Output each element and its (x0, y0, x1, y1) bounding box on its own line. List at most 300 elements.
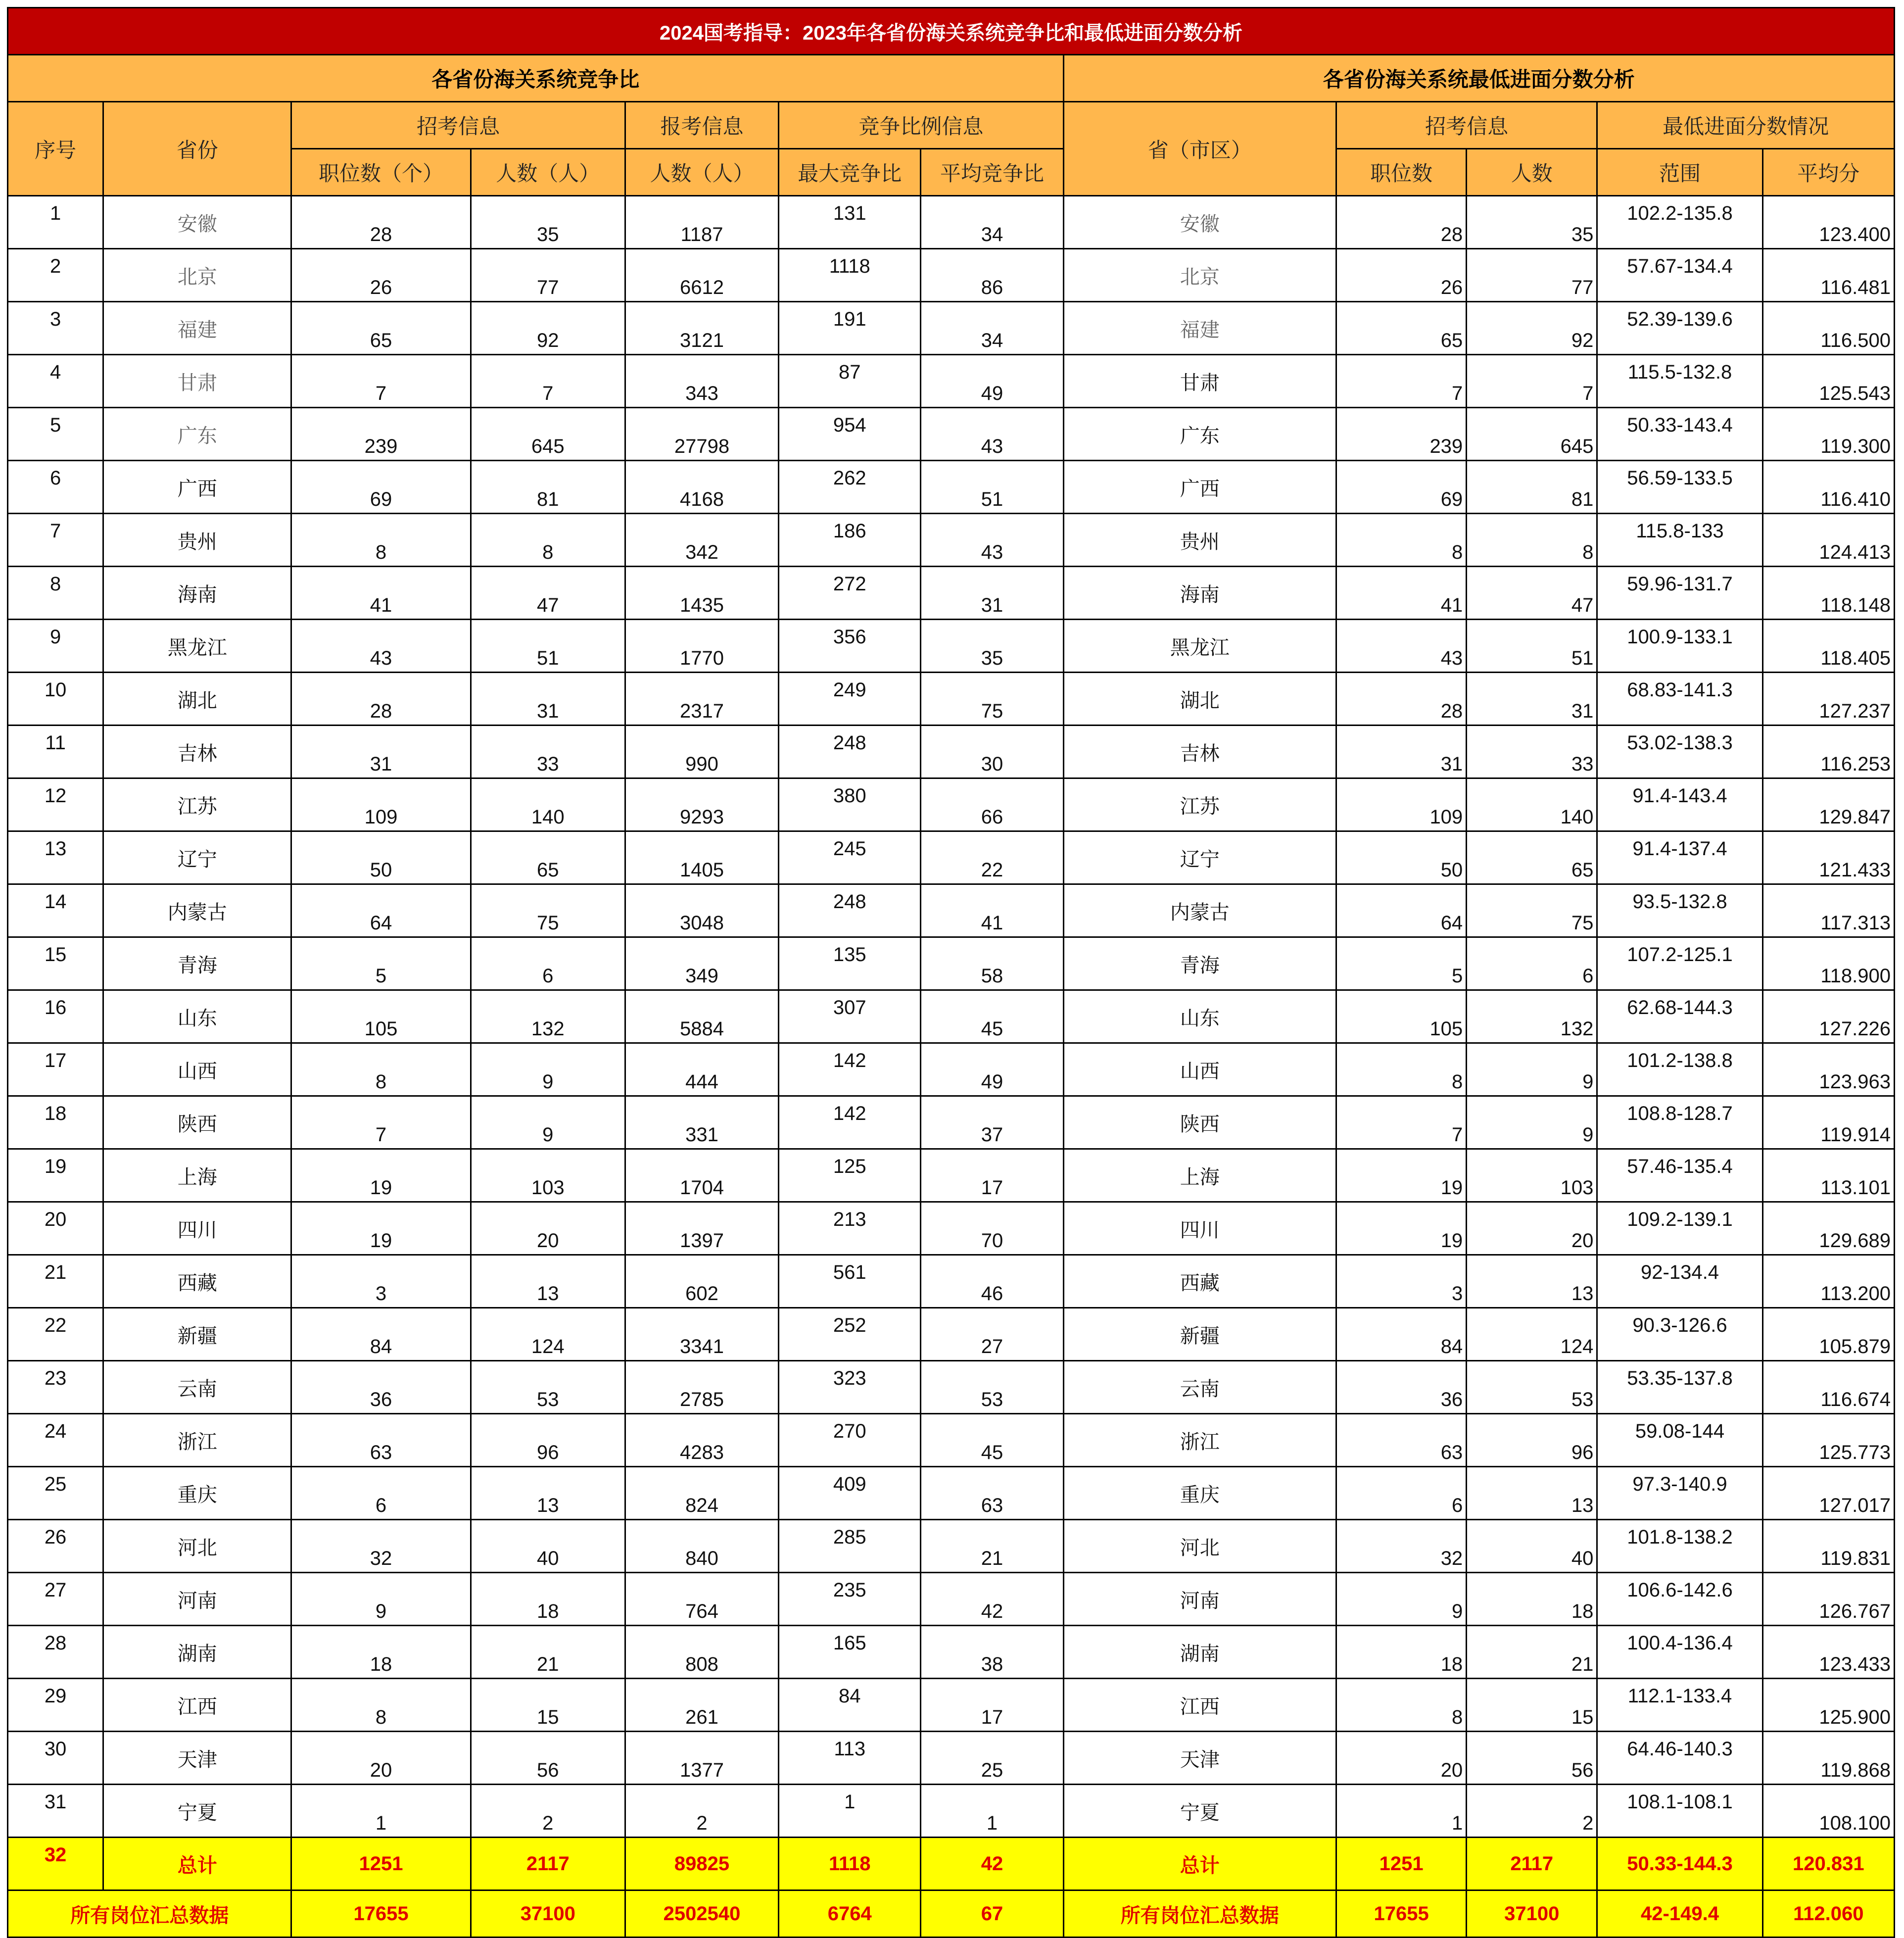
summary-people: 37100 (471, 1890, 625, 1938)
cell-range: 56.59-133.5 (1597, 461, 1762, 514)
cell-people: 103 (471, 1149, 625, 1202)
cell-r-positions: 65 (1336, 302, 1467, 355)
cell-avg-score: 125.773 (1762, 1414, 1894, 1467)
cell-apply: 2317 (625, 673, 778, 726)
cell-seq: 4 (8, 355, 103, 408)
table-row (8, 1202, 1895, 1255)
cell-apply: 27798 (625, 408, 778, 461)
cell-max-ratio: 307 (779, 990, 921, 1043)
cell-range: 93.5-132.8 (1597, 884, 1762, 937)
total-r-positions: 1251 (1336, 1838, 1467, 1890)
cell-province: 浙江 (103, 1414, 291, 1467)
cell-seq: 11 (8, 726, 103, 778)
cell-r-positions: 239 (1336, 408, 1467, 461)
cell-r-province: 河北 (1063, 1520, 1336, 1573)
cell-r-people: 51 (1467, 620, 1597, 673)
cell-avg-ratio: 31 (921, 567, 1063, 620)
cell-avg-ratio: 43 (921, 408, 1063, 461)
cell-avg-score: 119.831 (1762, 1520, 1894, 1573)
cell-r-positions: 9 (1336, 1573, 1467, 1626)
cell-province: 河南 (103, 1573, 291, 1626)
cell-seq: 18 (8, 1096, 103, 1149)
cell-positions: 7 (291, 1096, 471, 1149)
cell-max-ratio: 270 (779, 1414, 921, 1467)
cell-people: 75 (471, 884, 625, 937)
header-r-province: 省（市区） (1063, 102, 1336, 196)
cell-r-province: 天津 (1063, 1732, 1336, 1785)
total-r-label: 总计 (1063, 1838, 1336, 1890)
header-ratio-info: 竞争比例信息 (779, 102, 1063, 149)
cell-avg-ratio: 43 (921, 514, 1063, 567)
cell-positions: 28 (291, 196, 471, 249)
cell-r-positions: 3 (1336, 1255, 1467, 1308)
summary-max-ratio: 6764 (779, 1890, 921, 1938)
cell-province: 广西 (103, 461, 291, 514)
cell-avg-score: 117.313 (1762, 884, 1894, 937)
cell-avg-ratio: 17 (921, 1679, 1063, 1732)
cell-seq: 13 (8, 831, 103, 884)
cell-r-province: 西藏 (1063, 1255, 1336, 1308)
cell-r-province: 内蒙古 (1063, 884, 1336, 937)
cell-r-people: 92 (1467, 302, 1597, 355)
cell-province: 宁夏 (103, 1785, 291, 1838)
cell-range: 59.08-144 (1597, 1414, 1762, 1467)
cell-r-positions: 1 (1336, 1785, 1467, 1838)
header-r-people: 人数 (1467, 149, 1597, 196)
cell-apply: 4168 (625, 461, 778, 514)
cell-seq: 28 (8, 1626, 103, 1679)
cell-avg-ratio: 34 (921, 302, 1063, 355)
cell-seq: 29 (8, 1679, 103, 1732)
cell-avg-score: 113.101 (1762, 1149, 1894, 1202)
table-row (8, 884, 1895, 937)
cell-province: 云南 (103, 1361, 291, 1414)
cell-avg-score: 118.148 (1762, 567, 1894, 620)
cell-r-positions: 109 (1336, 778, 1467, 831)
cell-avg-ratio: 37 (921, 1096, 1063, 1149)
cell-r-province: 上海 (1063, 1149, 1336, 1202)
cell-r-province: 黑龙江 (1063, 620, 1336, 673)
cell-people: 9 (471, 1096, 625, 1149)
cell-r-positions: 63 (1336, 1414, 1467, 1467)
cell-seq: 25 (8, 1467, 103, 1520)
total-avg-score: 120.831 (1762, 1838, 1894, 1890)
cell-people: 13 (471, 1255, 625, 1308)
cell-r-positions: 8 (1336, 514, 1467, 567)
table-row (8, 990, 1895, 1043)
cell-avg-score: 126.767 (1762, 1573, 1894, 1626)
cell-people: 645 (471, 408, 625, 461)
cell-people: 7 (471, 355, 625, 408)
cell-avg-ratio: 42 (921, 1573, 1063, 1626)
cell-province: 上海 (103, 1149, 291, 1202)
cell-province: 辽宁 (103, 831, 291, 884)
table-row (8, 1149, 1895, 1202)
cell-apply: 349 (625, 937, 778, 990)
cell-avg-score: 113.200 (1762, 1255, 1894, 1308)
cell-range: 108.8-128.7 (1597, 1096, 1762, 1149)
header-r-recruit-info: 招考信息 (1336, 102, 1597, 149)
cell-r-province: 广西 (1063, 461, 1336, 514)
cell-apply: 261 (625, 1679, 778, 1732)
cell-apply: 1435 (625, 567, 778, 620)
cell-range: 91.4-137.4 (1597, 831, 1762, 884)
cell-r-positions: 19 (1336, 1202, 1467, 1255)
table-row (8, 1679, 1895, 1732)
cell-max-ratio: 248 (779, 726, 921, 778)
cell-r-province: 广东 (1063, 408, 1336, 461)
cell-range: 53.35-137.8 (1597, 1361, 1762, 1414)
data-sheet (7, 7, 1895, 1938)
cell-positions: 8 (291, 1679, 471, 1732)
cell-apply: 9293 (625, 778, 778, 831)
cell-avg-ratio: 41 (921, 884, 1063, 937)
cell-avg-ratio: 46 (921, 1255, 1063, 1308)
cell-range: 91.4-143.4 (1597, 778, 1762, 831)
cell-r-province: 吉林 (1063, 726, 1336, 778)
cell-avg-ratio: 70 (921, 1202, 1063, 1255)
cell-people: 15 (471, 1679, 625, 1732)
total-label: 总计 (103, 1838, 291, 1890)
cell-avg-ratio: 1 (921, 1785, 1063, 1838)
header-people: 人数（人） (471, 149, 625, 196)
cell-people: 21 (471, 1626, 625, 1679)
cell-province: 北京 (103, 249, 291, 302)
cell-max-ratio: 272 (779, 567, 921, 620)
cell-max-ratio: 142 (779, 1043, 921, 1096)
cell-max-ratio: 1 (779, 1785, 921, 1838)
cell-r-people: 132 (1467, 990, 1597, 1043)
cell-positions: 43 (291, 620, 471, 673)
cell-r-people: 65 (1467, 831, 1597, 884)
cell-avg-score: 129.689 (1762, 1202, 1894, 1255)
table-row (8, 673, 1895, 726)
cell-apply: 4283 (625, 1414, 778, 1467)
cell-r-province: 青海 (1063, 937, 1336, 990)
cell-range: 101.8-138.2 (1597, 1520, 1762, 1573)
cell-apply: 602 (625, 1255, 778, 1308)
header-r-score-info: 最低进面分数情况 (1597, 102, 1895, 149)
cell-r-province: 辽宁 (1063, 831, 1336, 884)
cell-avg-score: 118.900 (1762, 937, 1894, 990)
header-seq: 序号 (8, 102, 103, 196)
cell-r-province: 甘肃 (1063, 355, 1336, 408)
cell-max-ratio: 186 (779, 514, 921, 567)
summary-range: 42-149.4 (1597, 1890, 1762, 1938)
cell-max-ratio: 125 (779, 1149, 921, 1202)
cell-seq: 10 (8, 673, 103, 726)
cell-positions: 3 (291, 1255, 471, 1308)
cell-positions: 50 (291, 831, 471, 884)
cell-seq: 30 (8, 1732, 103, 1785)
cell-people: 33 (471, 726, 625, 778)
cell-positions: 41 (291, 567, 471, 620)
cell-max-ratio: 131 (779, 196, 921, 249)
cell-seq: 12 (8, 778, 103, 831)
left-section-header: 各省份海关系统竞争比 (8, 55, 1064, 102)
cell-r-people: 77 (1467, 249, 1597, 302)
cell-r-people: 13 (1467, 1255, 1597, 1308)
cell-range: 112.1-133.4 (1597, 1679, 1762, 1732)
cell-seq: 3 (8, 302, 103, 355)
cell-r-positions: 20 (1336, 1732, 1467, 1785)
cell-province: 山东 (103, 990, 291, 1043)
table-row (8, 1785, 1895, 1838)
cell-max-ratio: 248 (779, 884, 921, 937)
cell-range: 53.02-138.3 (1597, 726, 1762, 778)
cell-province: 海南 (103, 567, 291, 620)
summary-r-label: 所有岗位汇总数据 (1063, 1890, 1336, 1938)
cell-avg-ratio: 34 (921, 196, 1063, 249)
table-row (8, 1096, 1895, 1149)
table-row (8, 408, 1895, 461)
cell-r-province: 四川 (1063, 1202, 1336, 1255)
cell-apply: 1405 (625, 831, 778, 884)
cell-apply: 6612 (625, 249, 778, 302)
cell-r-people: 56 (1467, 1732, 1597, 1785)
cell-people: 20 (471, 1202, 625, 1255)
table-row (8, 1573, 1895, 1626)
cell-range: 50.33-143.4 (1597, 408, 1762, 461)
cell-r-positions: 8 (1336, 1043, 1467, 1096)
cell-people: 6 (471, 937, 625, 990)
cell-r-positions: 84 (1336, 1308, 1467, 1361)
cell-range: 101.2-138.8 (1597, 1043, 1762, 1096)
cell-range: 57.46-135.4 (1597, 1149, 1762, 1202)
cell-province: 河北 (103, 1520, 291, 1573)
cell-r-positions: 41 (1336, 567, 1467, 620)
summary-label: 所有岗位汇总数据 (8, 1890, 291, 1938)
cell-positions: 65 (291, 302, 471, 355)
header-positions: 职位数（个） (291, 149, 471, 196)
cell-avg-ratio: 21 (921, 1520, 1063, 1573)
cell-apply: 764 (625, 1573, 778, 1626)
cell-max-ratio: 285 (779, 1520, 921, 1573)
total-apply: 89825 (625, 1838, 778, 1890)
cell-positions: 32 (291, 1520, 471, 1573)
cell-positions: 84 (291, 1308, 471, 1361)
cell-avg-ratio: 35 (921, 620, 1063, 673)
cell-province: 天津 (103, 1732, 291, 1785)
table-row (8, 1043, 1895, 1096)
cell-r-people: 40 (1467, 1520, 1597, 1573)
cell-r-positions: 31 (1336, 726, 1467, 778)
cell-max-ratio: 561 (779, 1255, 921, 1308)
total-positions: 1251 (291, 1838, 471, 1890)
cell-r-province: 北京 (1063, 249, 1336, 302)
cell-apply: 990 (625, 726, 778, 778)
cell-province: 山西 (103, 1043, 291, 1096)
cell-province: 安徽 (103, 196, 291, 249)
cell-positions: 7 (291, 355, 471, 408)
cell-seq: 23 (8, 1361, 103, 1414)
cell-positions: 239 (291, 408, 471, 461)
cell-r-positions: 26 (1336, 249, 1467, 302)
header-r-range: 范围 (1597, 149, 1762, 196)
cell-max-ratio: 113 (779, 1732, 921, 1785)
cell-avg-score: 123.400 (1762, 196, 1894, 249)
cell-apply: 824 (625, 1467, 778, 1520)
cell-province: 甘肃 (103, 355, 291, 408)
cell-r-province: 海南 (1063, 567, 1336, 620)
cell-max-ratio: 87 (779, 355, 921, 408)
cell-avg-score: 127.017 (1762, 1467, 1894, 1520)
table-row (8, 1732, 1895, 1785)
cell-r-positions: 18 (1336, 1626, 1467, 1679)
header-apply-info: 报考信息 (625, 102, 778, 149)
cell-r-province: 河南 (1063, 1573, 1336, 1626)
cell-r-people: 140 (1467, 778, 1597, 831)
header-r-positions: 职位数 (1336, 149, 1467, 196)
cell-range: 64.46-140.3 (1597, 1732, 1762, 1785)
table-row (8, 196, 1895, 249)
table-row (8, 726, 1895, 778)
cell-r-people: 9 (1467, 1043, 1597, 1096)
cell-people: 124 (471, 1308, 625, 1361)
cell-avg-score: 121.433 (1762, 831, 1894, 884)
cell-apply: 1187 (625, 196, 778, 249)
cell-positions: 69 (291, 461, 471, 514)
header-recruit-info: 招考信息 (291, 102, 625, 149)
cell-r-province: 宁夏 (1063, 1785, 1336, 1838)
cell-province: 吉林 (103, 726, 291, 778)
table-title: 2024国考指导：2023年各省份海关系统竞争比和最低进面分数分析 (8, 8, 1895, 55)
cell-apply: 840 (625, 1520, 778, 1573)
cell-people: 96 (471, 1414, 625, 1467)
cell-apply: 2785 (625, 1361, 778, 1414)
cell-apply: 331 (625, 1096, 778, 1149)
cell-avg-score: 127.237 (1762, 673, 1894, 726)
total-people: 2117 (471, 1838, 625, 1890)
summary-avg-ratio: 67 (921, 1890, 1063, 1938)
cell-avg-score: 116.481 (1762, 249, 1894, 302)
cell-r-province: 湖北 (1063, 673, 1336, 726)
cell-r-positions: 50 (1336, 831, 1467, 884)
cell-r-positions: 28 (1336, 673, 1467, 726)
cell-r-positions: 7 (1336, 1096, 1467, 1149)
cell-max-ratio: 380 (779, 778, 921, 831)
cell-max-ratio: 249 (779, 673, 921, 726)
cell-r-positions: 5 (1336, 937, 1467, 990)
summary-r-people: 37100 (1467, 1890, 1597, 1938)
cell-r-positions: 32 (1336, 1520, 1467, 1573)
cell-r-people: 47 (1467, 567, 1597, 620)
summary-row (8, 1890, 1895, 1938)
cell-province: 江苏 (103, 778, 291, 831)
total-seq: 32 (8, 1838, 103, 1890)
cell-max-ratio: 323 (779, 1361, 921, 1414)
cell-province: 贵州 (103, 514, 291, 567)
cell-apply: 3341 (625, 1308, 778, 1361)
cell-seq: 6 (8, 461, 103, 514)
cell-apply: 342 (625, 514, 778, 567)
cell-range: 52.39-139.6 (1597, 302, 1762, 355)
cell-province: 广东 (103, 408, 291, 461)
cell-r-province: 新疆 (1063, 1308, 1336, 1361)
table-row (8, 1255, 1895, 1308)
cell-people: 40 (471, 1520, 625, 1573)
cell-avg-score: 116.410 (1762, 461, 1894, 514)
cell-apply: 1704 (625, 1149, 778, 1202)
cell-apply: 2 (625, 1785, 778, 1838)
cell-range: 97.3-140.9 (1597, 1467, 1762, 1520)
cell-avg-score: 125.543 (1762, 355, 1894, 408)
cell-r-province: 陕西 (1063, 1096, 1336, 1149)
cell-r-positions: 105 (1336, 990, 1467, 1043)
cell-r-people: 31 (1467, 673, 1597, 726)
cell-r-people: 96 (1467, 1414, 1597, 1467)
cell-people: 92 (471, 302, 625, 355)
cell-avg-score: 129.847 (1762, 778, 1894, 831)
summary-avg-score: 112.060 (1762, 1890, 1894, 1938)
cell-people: 53 (471, 1361, 625, 1414)
cell-seq: 14 (8, 884, 103, 937)
cell-avg-score: 119.914 (1762, 1096, 1894, 1149)
cell-avg-score: 125.900 (1762, 1679, 1894, 1732)
header-apply-people: 人数（人） (625, 149, 778, 196)
cell-seq: 5 (8, 408, 103, 461)
cell-seq: 8 (8, 567, 103, 620)
cell-r-positions: 43 (1336, 620, 1467, 673)
cell-positions: 64 (291, 884, 471, 937)
header-max-ratio: 最大竞争比 (779, 149, 921, 196)
cell-max-ratio: 135 (779, 937, 921, 990)
cell-avg-score: 123.963 (1762, 1043, 1894, 1096)
cell-range: 108.1-108.1 (1597, 1785, 1762, 1838)
cell-apply: 343 (625, 355, 778, 408)
cell-apply: 3121 (625, 302, 778, 355)
cell-apply: 3048 (625, 884, 778, 937)
cell-range: 102.2-135.8 (1597, 196, 1762, 249)
cell-seq: 24 (8, 1414, 103, 1467)
table-row (8, 355, 1895, 408)
cell-avg-ratio: 22 (921, 831, 1063, 884)
cell-avg-ratio: 45 (921, 990, 1063, 1043)
cell-positions: 28 (291, 673, 471, 726)
cell-max-ratio: 245 (779, 831, 921, 884)
cell-avg-score: 127.226 (1762, 990, 1894, 1043)
cell-people: 77 (471, 249, 625, 302)
cell-r-positions: 36 (1336, 1361, 1467, 1414)
cell-people: 13 (471, 1467, 625, 1520)
cell-avg-score: 119.868 (1762, 1732, 1894, 1785)
table-row (8, 937, 1895, 990)
cell-max-ratio: 262 (779, 461, 921, 514)
exam-table (7, 7, 1895, 1938)
cell-r-province: 江西 (1063, 1679, 1336, 1732)
total-avg-ratio: 42 (921, 1838, 1063, 1890)
cell-max-ratio: 1118 (779, 249, 921, 302)
cell-people: 140 (471, 778, 625, 831)
cell-max-ratio: 954 (779, 408, 921, 461)
table-row (8, 620, 1895, 673)
cell-seq: 7 (8, 514, 103, 567)
cell-r-people: 7 (1467, 355, 1597, 408)
cell-seq: 27 (8, 1573, 103, 1626)
cell-positions: 9 (291, 1573, 471, 1626)
cell-people: 132 (471, 990, 625, 1043)
table-row (8, 249, 1895, 302)
cell-range: 100.9-133.1 (1597, 620, 1762, 673)
cell-avg-ratio: 63 (921, 1467, 1063, 1520)
cell-r-people: 13 (1467, 1467, 1597, 1520)
cell-r-province: 江苏 (1063, 778, 1336, 831)
cell-positions: 20 (291, 1732, 471, 1785)
cell-people: 56 (471, 1732, 625, 1785)
cell-avg-ratio: 45 (921, 1414, 1063, 1467)
cell-r-positions: 64 (1336, 884, 1467, 937)
cell-max-ratio: 409 (779, 1467, 921, 1520)
